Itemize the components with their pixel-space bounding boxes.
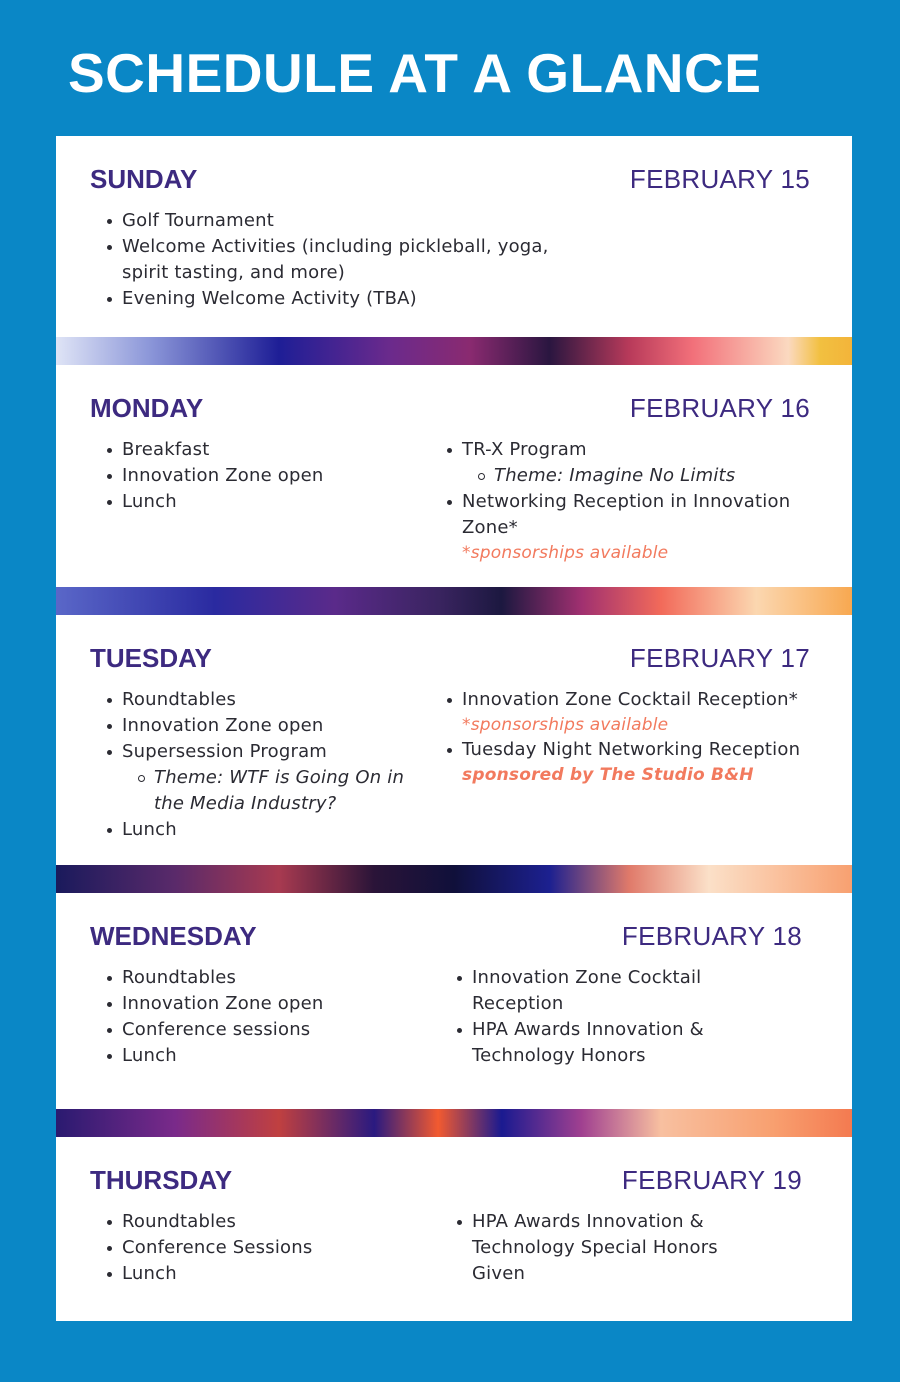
day-heading: TUESDAY <box>90 643 212 673</box>
list-item <box>90 817 430 843</box>
day-heading: WEDNESDAY <box>90 921 257 951</box>
sponsorship-note: *sponsorships available <box>462 715 669 735</box>
page-title: SCHEDULE AT A GLANCE <box>68 42 762 104</box>
item-text: Roundtables <box>122 689 237 710</box>
sub-list-item: Theme: Imagine No Limits <box>430 463 820 489</box>
sponsorship-note: *sponsorships available <box>462 543 669 563</box>
day-card-thursday <box>56 1137 852 1321</box>
item-text: Lunch <box>122 1045 177 1066</box>
item-text: HPA Awards Innovation & Technology Honors <box>472 1019 704 1066</box>
item-text: Innovation Zone open <box>122 715 324 736</box>
date-label: FEBRUARY 18 <box>621 921 802 951</box>
list-item <box>430 437 820 463</box>
item-text: Evening Welcome Activity (TBA) <box>122 288 417 309</box>
list-item <box>90 286 560 312</box>
list-item <box>440 1017 770 1069</box>
list-item <box>90 208 560 234</box>
schedule-list <box>90 687 430 843</box>
item-text: Roundtables <box>122 967 237 988</box>
item-text: Lunch <box>122 1263 177 1284</box>
date-label: FEBRUARY 19 <box>621 1165 802 1195</box>
list-item <box>90 1209 430 1235</box>
list-item <box>90 991 430 1017</box>
list-item <box>430 687 820 737</box>
list-item <box>90 1261 430 1287</box>
list-item <box>90 1235 430 1261</box>
item-text: Innovation Zone Cocktail Reception <box>472 967 702 1014</box>
item-text: Welcome Activities (including pickleball, yoga, spirit tasting, and more) <box>122 236 549 283</box>
decorative-band <box>56 337 852 365</box>
item-text: HPA Awards Innovation & Technology Special Honors Given <box>472 1211 718 1284</box>
item-text: Innovation Zone open <box>122 993 324 1014</box>
list-item <box>440 965 770 1017</box>
list-item <box>90 1043 430 1069</box>
day-card-tuesday <box>56 615 852 865</box>
item-text: Conference Sessions <box>122 1237 313 1258</box>
schedule-list <box>90 1209 430 1287</box>
date-label: FEBRUARY 16 <box>629 393 810 423</box>
item-text: Roundtables <box>122 1211 237 1232</box>
schedule-list <box>430 687 820 787</box>
item-text: Lunch <box>122 491 177 512</box>
schedule-list <box>440 1209 770 1287</box>
list-item <box>90 713 430 739</box>
list-item <box>430 737 820 787</box>
date-label: FEBRUARY 15 <box>629 164 810 194</box>
item-text: Supersession Program <box>122 741 328 762</box>
day-card-monday <box>56 365 852 587</box>
sub-list-item: Theme: WTF is Going On in the Media Industry? <box>90 765 430 817</box>
item-text: Networking Reception in Innovation Zone* <box>462 491 791 538</box>
item-text: Lunch <box>122 819 177 840</box>
list-item <box>90 489 420 515</box>
list-item <box>90 739 430 765</box>
schedule-list <box>90 208 560 312</box>
schedule-list <box>430 437 820 565</box>
day-card-wednesday <box>56 893 852 1109</box>
list-item <box>90 234 560 286</box>
item-text: Innovation Zone Cocktail Reception* <box>462 689 798 710</box>
day-heading: SUNDAY <box>90 164 198 194</box>
schedule-list <box>90 965 430 1069</box>
sponsor-credit: sponsored by The Studio B&H <box>462 765 754 785</box>
list-item <box>90 463 420 489</box>
schedule-list <box>90 437 420 515</box>
decorative-band <box>56 587 852 615</box>
day-heading: THURSDAY <box>90 1165 233 1195</box>
item-text: Tuesday Night Networking Reception <box>462 739 801 760</box>
list-item <box>90 965 430 991</box>
day-card-sunday <box>56 136 852 337</box>
item-text: TR-X Program <box>462 439 587 460</box>
day-heading: MONDAY <box>90 393 204 423</box>
item-text: Innovation Zone open <box>122 465 324 486</box>
list-item <box>90 687 430 713</box>
item-text: Breakfast <box>122 439 210 460</box>
item-text: Conference sessions <box>122 1019 311 1040</box>
date-label: FEBRUARY 17 <box>629 643 810 673</box>
item-text: Golf Tournament <box>122 210 274 231</box>
decorative-band <box>56 1109 852 1137</box>
list-item <box>430 489 820 565</box>
list-item <box>90 1017 430 1043</box>
list-item <box>90 437 420 463</box>
list-item <box>440 1209 770 1287</box>
schedule-list <box>440 965 770 1069</box>
decorative-band <box>56 865 852 893</box>
